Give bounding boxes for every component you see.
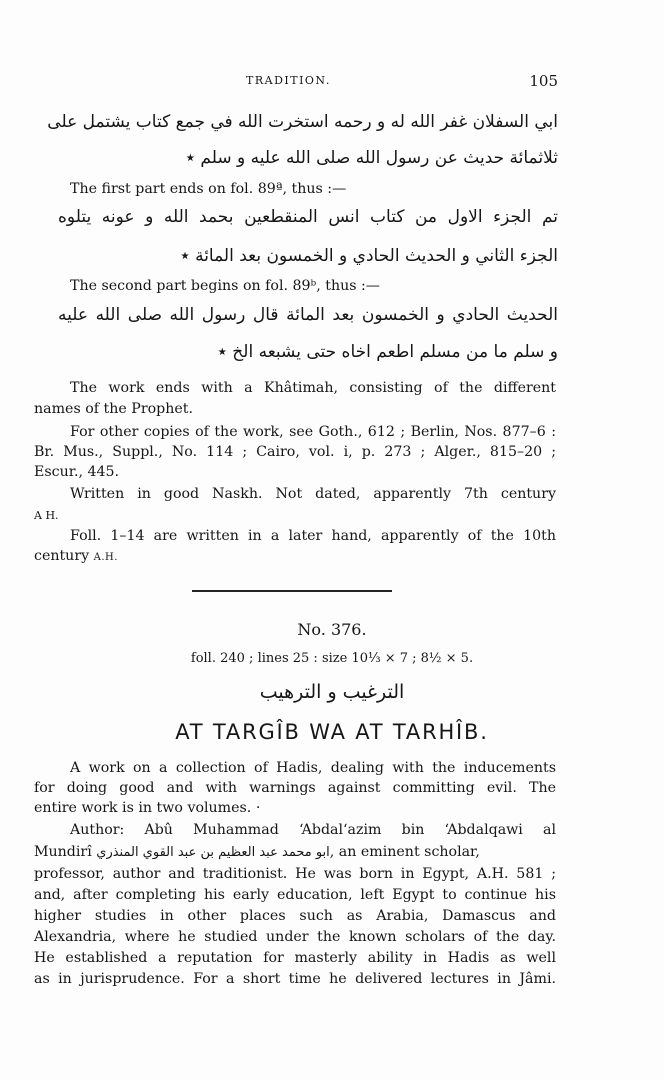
first-part-note: The first part ends on fol. 89ª, thus :— xyxy=(70,181,347,197)
running-title: TRADITION. xyxy=(246,74,331,87)
paragraph-text: century xyxy=(34,548,90,564)
author-line: Alexandria, where he studied under the known scholars of the day. xyxy=(34,929,556,945)
page-header xyxy=(60,72,558,94)
author-name-arabic: ابو محمد عبد العظيم بن عبد القوي المنذري xyxy=(96,845,330,860)
work-title: AT TARGÎB WA AT TARHÎB. xyxy=(175,720,489,744)
arabic-quote-line: الجزء الثاني و الحديث الحادي و الخمسون بعد المائة ٭ xyxy=(180,246,558,266)
description-line: A work on a collection of Hadis, dealing with the inducements xyxy=(70,760,556,776)
author-name: Mundirî xyxy=(34,844,92,860)
manuscript-details: foll. 240 ; lines 25 : size 10⅓ × 7 ; 8½ × 5. xyxy=(190,651,474,666)
author-line xyxy=(34,844,556,860)
arabic-quote-line: تم الجزء الاول من كتاب انس المنقطعين بحمد الله و عونه يتلوه xyxy=(58,207,558,227)
author-line: higher studies in other places such as Arabia, Damascus and xyxy=(34,908,556,924)
catalogue-number: No. 376. xyxy=(297,620,367,639)
era-abbreviation: A H. xyxy=(34,509,59,522)
author-text: , an eminent scholar, xyxy=(329,844,480,860)
paragraph-line xyxy=(34,548,556,564)
author-line: He established a reputation for masterly ability in Hadis as well xyxy=(34,950,556,966)
page-number: 105 xyxy=(529,72,558,90)
author-line: as in jurisprudence. For a short time he delivered lectures in Jâmi. xyxy=(34,971,556,987)
paragraph-line: Foll. 1–14 are written in a later hand, apparently of the 10th xyxy=(70,528,556,544)
author-line: Author: Abû Muhammad ‘Abdal‘azim bin ‘Abdalqawi al xyxy=(70,822,556,838)
arabic-quote-line: ابي السفلان غفر الله له و رحمه استخرت الله في جمع كتاب يشتمل على xyxy=(47,112,558,132)
paragraph-line: The work ends with a Khâtimah, consisting of the different xyxy=(70,380,556,396)
arabic-title: الترغيب و الترهيب xyxy=(259,681,405,703)
arabic-quote-line: الحديث الحادي و الخمسون بعد المائة قال رسول الله صلى الله عليه xyxy=(58,305,558,325)
paragraph-line: Br. Mus., Suppl., No. 114 ; Cairo, vol. i, p. 273 ; Alger., 815–20 ; xyxy=(34,444,556,460)
paragraph-line: Written in good Naskh. Not dated, apparently 7th century xyxy=(70,486,556,502)
paragraph-line: For other copies of the work, see Goth., 612 ; Berlin, Nos. 877–6 : xyxy=(70,424,556,440)
arabic-quote-line: و سلم ما من مسلم اطعم اخاه حتى يشبعه الخ ٭ xyxy=(217,342,558,362)
paragraph-line: Escur., 445. xyxy=(34,464,120,480)
description-line: for doing good and with warnings against committing evil. The xyxy=(34,780,556,796)
author-line: and, after completing his early education, left Egypt to continue his xyxy=(34,887,556,903)
section-divider xyxy=(192,590,392,592)
arabic-quote-line: ثلاثمائة حديث عن رسول الله صلى الله عليه و سلم ٭ xyxy=(185,148,558,168)
author-line: professor, author and traditionist. He was born in Egypt, A.H. 581 ; xyxy=(34,866,556,882)
second-part-note: The second part begins on fol. 89ᵇ, thus :— xyxy=(70,278,380,294)
paragraph-line: names of the Prophet. xyxy=(34,401,193,417)
description-line: entire work is in two volumes. · xyxy=(34,800,261,816)
era-abbreviation: A.H. xyxy=(93,552,118,563)
